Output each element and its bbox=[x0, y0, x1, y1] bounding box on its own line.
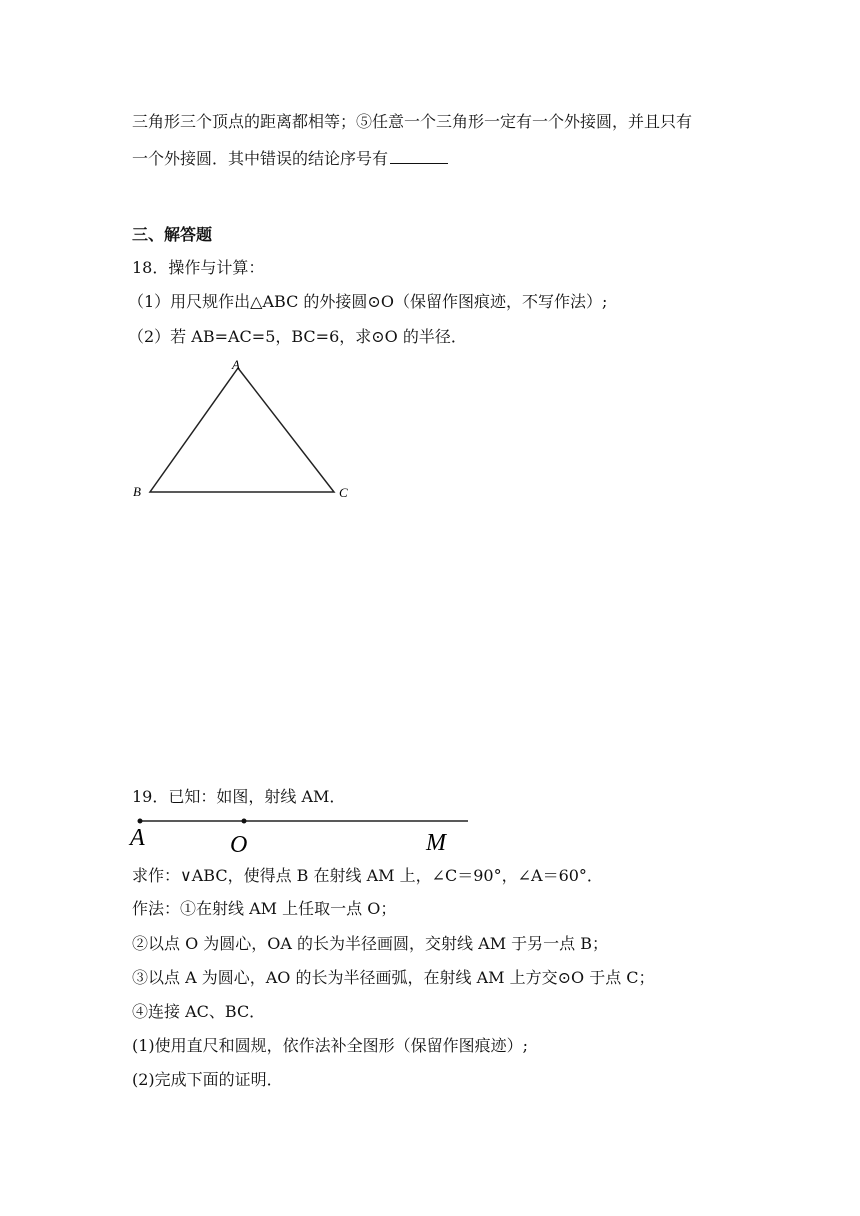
q18-part1: （1）用尺规作出△ABC 的外接圆⊙O（保留作图痕迹，不写作法）; bbox=[128, 292, 608, 311]
triangle-figure bbox=[128, 358, 368, 508]
q19-step4: ④连接 AC、BC． bbox=[132, 1002, 266, 1021]
answer-blank bbox=[390, 149, 448, 164]
q17-line2-text: 一个外接圆．其中错误的结论序号有 bbox=[132, 149, 389, 168]
triangle-abc bbox=[150, 368, 334, 492]
point-o bbox=[242, 819, 247, 824]
ray-figure bbox=[126, 816, 476, 856]
q19-step3: ③以点 A 为圆心，AO 的长为半径画弧，在射线 AM 上方交⊙O 于点 C； bbox=[132, 968, 655, 987]
q18-part2: （2）若 AB=AC=5，BC=6，求⊙O 的半径． bbox=[128, 327, 467, 346]
q19-step1: 作法：①在射线 AM 上任取一点 O； bbox=[132, 899, 397, 918]
q17-line2 bbox=[132, 149, 448, 169]
point-a bbox=[138, 819, 143, 824]
ray-label-a: A bbox=[130, 825, 145, 851]
q19-step2: ②以点 O 为圆心，OA 的长为半径画圆，交射线 AM 于另一点 B； bbox=[132, 934, 609, 953]
q17-line1: 三角形三个顶点的距离都相等；⑤任意一个三角形一定有一个外接圆，并且只有 bbox=[132, 112, 693, 131]
q19-intro: 19．已知：如图，射线 AM． bbox=[132, 787, 346, 806]
q19-task: 求作：∨ABC，使得点 B 在射线 AM 上，∠C＝90°，∠A＝60°． bbox=[132, 866, 603, 885]
section-heading: 三、解答题 bbox=[132, 225, 213, 244]
label-a: A bbox=[232, 358, 240, 372]
q19-sub2: (2)完成下面的证明． bbox=[132, 1070, 283, 1089]
ray-label-m: M bbox=[426, 830, 446, 856]
ray-label-o: O bbox=[230, 832, 248, 856]
label-b: B bbox=[133, 484, 141, 499]
q18-title: 18．操作与计算： bbox=[132, 258, 265, 277]
q19-sub1: (1)使用直尺和圆规，依作法补全图形（保留作图痕迹）; bbox=[132, 1036, 529, 1055]
label-c: C bbox=[339, 485, 348, 500]
